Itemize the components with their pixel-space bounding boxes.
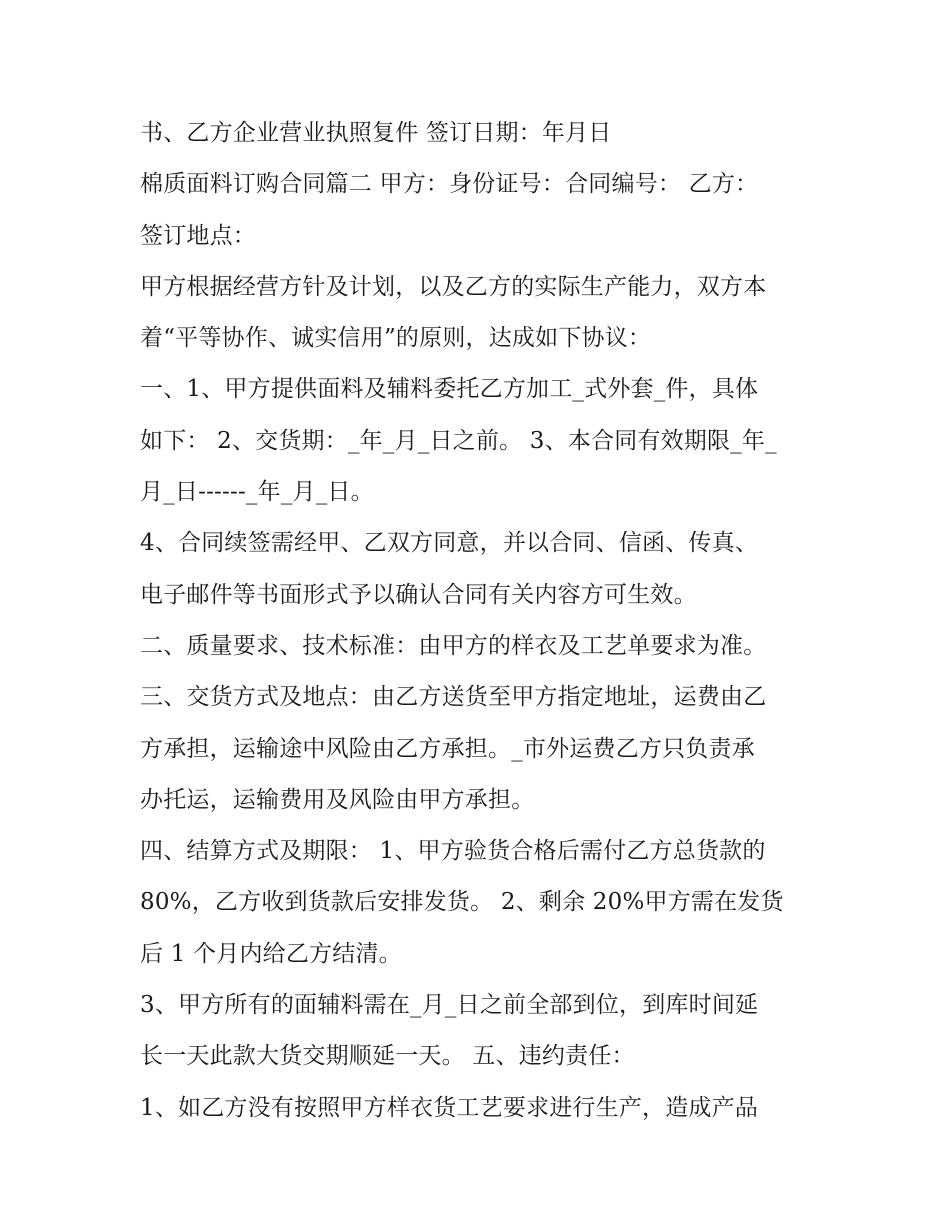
text-line: 1、如乙方没有按照甲方样衣货工艺要求进行生产，造成产品 xyxy=(140,1094,759,1121)
text-line: 3、甲方所有的面辅料需在_月_日之前全部到位，到库时间延 xyxy=(140,992,759,1019)
document-body xyxy=(140,108,820,1134)
text-line: 如下： 2、交货期：_年_月_日之前。 3、本合同有效期限_年_ xyxy=(140,427,777,454)
text-line: 长一天此款大货交期顺延一天。 五、违约责任： xyxy=(140,1043,635,1070)
text-line: 甲方根据经营方针及计划，以及乙方的实际生产能力，双方本 xyxy=(140,273,767,300)
text-line: 四、结算方式及期限： 1、甲方验货合格后需付乙方总货款的 xyxy=(140,838,766,865)
text-line: 后 1 个月内给乙方结清。 xyxy=(140,940,402,967)
text-line: 棉质面料订购合同篇二 甲方：身份证号：合同编号： 乙方： xyxy=(140,171,759,198)
text-line: 方承担，运输途中风险由乙方承担。_市外运费乙方只负责承 xyxy=(140,735,755,762)
text-line: 三、交货方式及地点：由乙方送货至甲方指定地址，运费由乙 xyxy=(140,684,767,711)
text-line: 电子邮件等书面形式予以确认合同有关内容方可生效。 xyxy=(140,581,697,608)
text-line: 书、乙方企业营业执照复件 签订日期：年月日 xyxy=(140,120,612,146)
text-line: 办托运，运输费用及风险由甲方承担。 xyxy=(140,786,535,813)
text-line: 签订地点： xyxy=(140,222,256,249)
text-line: 月_日------_年_月_日。 xyxy=(140,479,374,506)
text-line: 80%，乙方收到货款后安排发货。 2、剩余 20%甲方需在发货 xyxy=(140,889,784,916)
text-line: 二、质量要求、技术标准：由甲方的样衣及工艺单要求为准。 xyxy=(140,632,767,659)
text-line: 着“平等协作、诚实信用”的原则，达成如下协议： xyxy=(140,325,652,352)
text-line: 一、1、甲方提供面料及辅料委托乙方加工_式外套_件，具体 xyxy=(140,376,759,403)
text-line: 4、合同续签需经甲、乙双方同意，并以合同、信函、传真、 xyxy=(140,530,759,557)
